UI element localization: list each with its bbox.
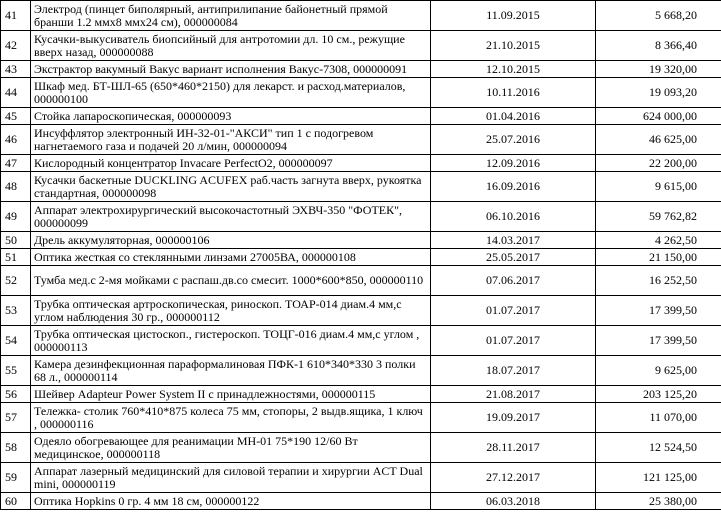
- table-row: [1, 266, 721, 296]
- table-row: [1, 296, 721, 326]
- item-name: Тумба мед.с 2-мя мойками с распаш.дв.со смесит. 1000*600*850, 000000110: [31, 266, 431, 296]
- item-date: 18.07.2017: [431, 356, 596, 386]
- item-amount: 17 399,50: [596, 326, 721, 356]
- item-amount: 11 070,00: [596, 403, 721, 433]
- item-name: Шейвер Adapteur Power System II с принадлежностями, 000000115: [31, 386, 431, 403]
- item-date: 01.07.2017: [431, 326, 596, 356]
- item-amount: 21 150,00: [596, 249, 721, 266]
- row-number: 56: [1, 386, 31, 403]
- item-name: Аппарат лазерный медицинский для силовой терапии и хирургии ACT Dual mini, 000000119: [31, 463, 431, 493]
- item-amount: 9 615,00: [596, 172, 721, 202]
- item-amount: 5 668,20: [596, 1, 721, 31]
- item-date: 12.10.2015: [431, 61, 596, 78]
- table-row: [1, 1, 721, 31]
- row-number: 48: [1, 172, 31, 202]
- item-amount: 19 093,20: [596, 78, 721, 108]
- item-name: Оптика жесткая со стеклянными линзами 27005ВА, 000000108: [31, 249, 431, 266]
- assets-table-body: [1, 1, 721, 510]
- table-row: [1, 108, 721, 125]
- item-date: 01.07.2017: [431, 296, 596, 326]
- table-row: [1, 433, 721, 463]
- row-number: 46: [1, 125, 31, 155]
- item-amount: 25 380,00: [596, 493, 721, 510]
- item-name: Трубка оптическая цистоскоп., гистероскоп. ТОЦГ-016 диам.4 мм,с углом , 000000113: [31, 326, 431, 356]
- table-row: [1, 326, 721, 356]
- item-date: 11.09.2015: [431, 1, 596, 31]
- item-date: 06.03.2018: [431, 493, 596, 510]
- table-row: [1, 232, 721, 249]
- item-name: Кусачки баскетные DUCKLING ACUFEX раб.часть загнута вверх, рукоятка стандартная, 000000098: [31, 172, 431, 202]
- table-row: [1, 403, 721, 433]
- item-amount: 46 625,00: [596, 125, 721, 155]
- item-date: 06.10.2016: [431, 202, 596, 232]
- item-date: 21.10.2015: [431, 31, 596, 61]
- row-number: 54: [1, 326, 31, 356]
- item-amount: 624 000,00: [596, 108, 721, 125]
- row-number: 51: [1, 249, 31, 266]
- item-name: Стойка лапароскопическая, 000000093: [31, 108, 431, 125]
- row-number: 44: [1, 78, 31, 108]
- table-row: [1, 78, 721, 108]
- row-number: 43: [1, 61, 31, 78]
- item-name: Кислородный концентратор Invacare PerfectO2, 000000097: [31, 155, 431, 172]
- item-amount: 22 200,00: [596, 155, 721, 172]
- item-date: 25.05.2017: [431, 249, 596, 266]
- item-name: Оптика Hopkins 0 гр. 4 мм 18 см, 000000122: [31, 493, 431, 510]
- item-amount: 17 399,50: [596, 296, 721, 326]
- item-name: Аппарат электрохирургический высокочастотный ЭХВЧ-350 "ФОТЕК", 000000099: [31, 202, 431, 232]
- row-number: 47: [1, 155, 31, 172]
- table-row: [1, 155, 721, 172]
- table-row: [1, 125, 721, 155]
- item-amount: 203 125,20: [596, 386, 721, 403]
- item-date: 12.09.2016: [431, 155, 596, 172]
- item-name: Камера дезинфекционная параформалиновая ПФК-1 610*340*330 3 полки 68 л., 000000114: [31, 356, 431, 386]
- item-date: 27.12.2017: [431, 463, 596, 493]
- table-row: [1, 249, 721, 266]
- item-amount: 121 125,00: [596, 463, 721, 493]
- item-name: Экстрактор вакумный Вакус вариант исполнения Вакус-7308, 000000091: [31, 61, 431, 78]
- table-row: [1, 202, 721, 232]
- item-date: 25.07.2016: [431, 125, 596, 155]
- item-name: Дрель аккумуляторная, 000000106: [31, 232, 431, 249]
- table-row: [1, 31, 721, 61]
- item-name: Трубка оптическая артроскопическая, риноскоп. ТОАР-014 диам.4 мм,с углом наблюдения 30 гр., 000000112: [31, 296, 431, 326]
- row-number: 58: [1, 433, 31, 463]
- row-number: 52: [1, 266, 31, 296]
- item-date: 14.03.2017: [431, 232, 596, 249]
- table-row: [1, 463, 721, 493]
- item-amount: 12 524,50: [596, 433, 721, 463]
- row-number: 59: [1, 463, 31, 493]
- item-amount: 4 262,50: [596, 232, 721, 249]
- item-amount: 16 252,50: [596, 266, 721, 296]
- item-date: 01.04.2016: [431, 108, 596, 125]
- item-name: Одеяло обогревающее для реанимации МН-01 75*190 12/60 Вт медицинское, 000000118: [31, 433, 431, 463]
- item-amount: 8 366,40: [596, 31, 721, 61]
- table-row: [1, 172, 721, 202]
- row-number: 53: [1, 296, 31, 326]
- table-row: [1, 386, 721, 403]
- item-date: 21.08.2017: [431, 386, 596, 403]
- item-amount: 19 320,00: [596, 61, 721, 78]
- row-number: 50: [1, 232, 31, 249]
- row-number: 45: [1, 108, 31, 125]
- item-name: Кусачки-выкусиватель биопсийный для антротомии дл. 10 см., режущие вверх назад, 000000088: [31, 31, 431, 61]
- row-number: 57: [1, 403, 31, 433]
- row-number: 55: [1, 356, 31, 386]
- item-name: Инсуффлятор электронный ИН-32-01-"АКСИ" тип 1 с подогревом нагнетаемого газа и подачей 20 л/мин, 000000094: [31, 125, 431, 155]
- item-name: Шкаф мед. БТ-ШЛ-65 (650*460*2150) для лекарст. и расход.материалов, 000000100: [31, 78, 431, 108]
- item-date: 16.09.2016: [431, 172, 596, 202]
- item-date: 19.09.2017: [431, 403, 596, 433]
- row-number: 41: [1, 1, 31, 31]
- item-amount: 59 762,82: [596, 202, 721, 232]
- row-number: 42: [1, 31, 31, 61]
- table-row: [1, 61, 721, 78]
- row-number: 60: [1, 493, 31, 510]
- table-row: [1, 493, 721, 510]
- item-name: Тележка- столик 760*410*875 колеса 75 мм, стопоры, 2 выдв.ящика, 1 ключ , 000000116: [31, 403, 431, 433]
- item-date: 28.11.2017: [431, 433, 596, 463]
- item-amount: 9 625,00: [596, 356, 721, 386]
- item-date: 07.06.2017: [431, 266, 596, 296]
- item-name: Электрод (пинцет биполярный, антиприлипание байонетный прямой бранши 1.2 ммx8 ммx24 см), 000000084: [31, 1, 431, 31]
- row-number: 49: [1, 202, 31, 232]
- item-date: 10.11.2016: [431, 78, 596, 108]
- table-row: [1, 356, 721, 386]
